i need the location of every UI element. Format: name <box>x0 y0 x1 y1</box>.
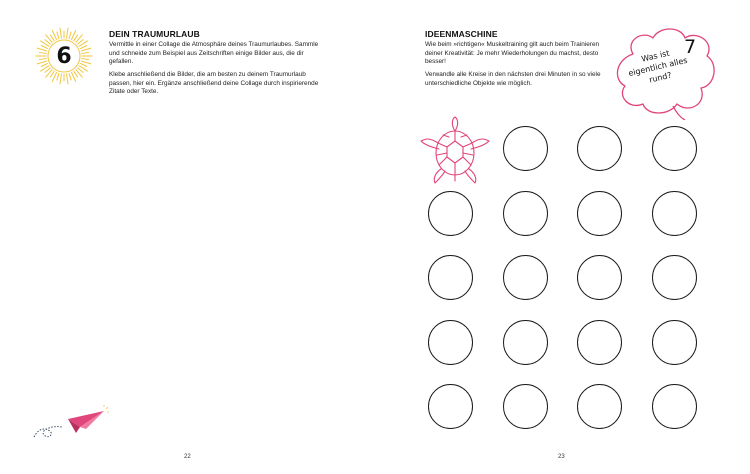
drawing-circle <box>652 384 697 429</box>
drawing-circle <box>503 320 548 365</box>
right-page <box>375 0 750 474</box>
drawing-circle <box>577 191 622 236</box>
turtle-icon <box>415 111 495 191</box>
drawing-circle <box>503 191 548 236</box>
drawing-circle <box>428 320 473 365</box>
exercise-number-badge: 6 <box>56 43 72 69</box>
drawing-circle <box>652 126 697 171</box>
left-paragraph-2: Klebe anschließend die Bilder, die am besten zu deinem Traumurlaub passen, hier ein. Ergänze anschließend deine Collage durch inspirierende Zitate oder Texte. <box>109 71 319 96</box>
drawing-circle <box>652 191 697 236</box>
right-page-number: 23 <box>558 454 565 460</box>
drawing-circle <box>577 126 622 171</box>
right-paragraph-1: Wie beim »richtigen« Muskeltraining gilt auch beim Trainieren deiner Kreativität: Je mehr Wiederholungen du machst, desto besser! <box>425 41 600 66</box>
drawing-circle <box>503 384 548 429</box>
drawing-circle <box>503 255 548 300</box>
drawing-circle <box>428 384 473 429</box>
drawing-circle <box>577 320 622 365</box>
drawing-circle <box>577 384 622 429</box>
exercise-number-badge-right: 7 <box>684 36 697 58</box>
drawing-circle <box>652 255 697 300</box>
right-paragraph-2: Verwandle alle Kreise in den nächsten drei Minuten in so viele unterschiedliche Objekte wie möglich. <box>425 71 601 87</box>
right-page-heading: IDEENMASCHINE <box>425 29 498 39</box>
drawing-circle <box>652 320 697 365</box>
left-page-number: 22 <box>184 454 191 460</box>
left-paragraph-1: Vermittle in einer Collage die Atmosphäre deines Traumurlaubes. Sammle und schneide zum Beispiel aus Zeitschriften einige Bilder aus, die dir gefallen. <box>109 41 319 66</box>
drawing-circle <box>428 255 473 300</box>
drawing-circle <box>428 191 473 236</box>
bubble-question: Was ist eigentlich alles rund? <box>627 48 689 85</box>
left-page-heading: DEIN TRAUMURLAUB <box>109 29 200 39</box>
drawing-circle <box>503 126 548 171</box>
drawing-circle <box>577 255 622 300</box>
paper-plane-icon <box>30 405 110 445</box>
